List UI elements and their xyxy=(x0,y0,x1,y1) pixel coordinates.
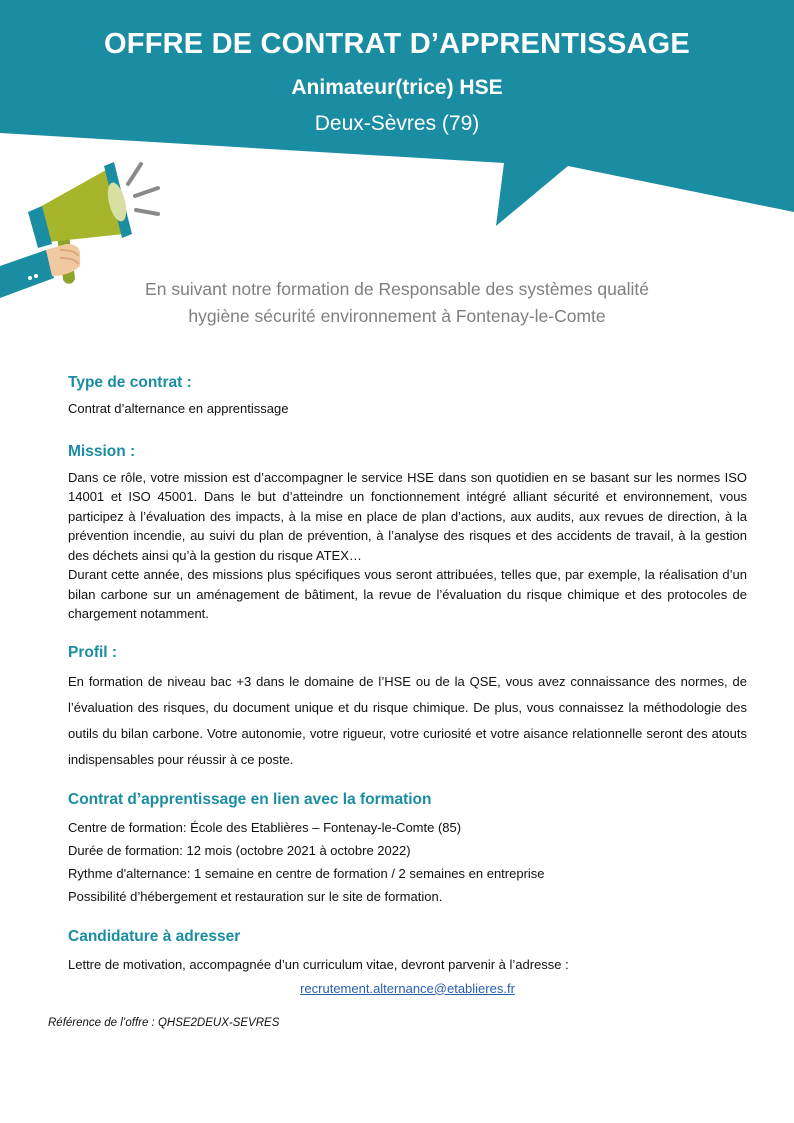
application-heading: Candidature à adresser xyxy=(68,927,241,945)
application-text: Lettre de motivation, accompagnée d’un curriculum vitae, devront parvenir à l’adresse : xyxy=(68,956,569,972)
intro-line-2: hygiène sécurité environnement à Fontenay-le-Comte xyxy=(188,306,606,326)
page-title: OFFRE DE CONTRAT D’APPRENTISSAGE xyxy=(104,28,690,60)
profile-heading: Profil : xyxy=(68,643,118,661)
training-accommodation: Possibilité d’hébergement et restauration sur le site de formation. xyxy=(68,888,443,904)
section-contract-type xyxy=(68,374,747,419)
mission-text-2: Durant cette année, des missions plus spécifiques vous seront attribuées, telles que, par exemple, la réalisation d’un bilan carbone sur un aménagement de bâtiment, la revue de l’évaluation du risque chimique et des protocoles de chargement notamment. xyxy=(68,567,747,621)
section-training xyxy=(68,791,747,908)
offer-reference: Référence de l’offre : QHSE2DEUX-SEVRES xyxy=(48,1017,280,1029)
job-title: Animateur(trice) HSE xyxy=(291,76,503,99)
section-mission xyxy=(68,443,747,624)
mission-text-1: Dans ce rôle, votre mission est d’accompagner le service HSE dans son quotidien en se basant sur les normes ISO 14001 et ISO 45001. Dans le but d’atteindre un fonctionnement intégré alliant sécurité et environnement, vous participez à l’évaluation des impacts, à la mise en place de plan d’actions, aux audits, aux revues de direction, à la prévention incendie, au suivi du plan de prévention, à l’analyse des risques et des accidents de travail, à la gestion des déchets ainsi qu’à la gestion du risque ATEX… xyxy=(68,469,747,563)
job-location: Deux-Sèvres (79) xyxy=(314,112,480,135)
application-email-link[interactable]: recrutement.alternance@etablieres.fr xyxy=(300,980,515,996)
contract-type-text: Contrat d’alternance en apprentissage xyxy=(68,401,289,416)
contract-type-heading: Type de contrat : xyxy=(68,374,192,391)
intro-line-1: En suivant notre formation de Responsable des systèmes qualité xyxy=(145,279,649,299)
offer-content xyxy=(68,374,747,1000)
training-rhythm: Rythme d'alternance: 1 semaine en centre de formation / 2 semaines en entreprise xyxy=(68,865,545,881)
training-heading: Contrat d’apprentissage en lien avec la formation xyxy=(68,790,432,808)
mission-heading: Mission : xyxy=(68,442,136,460)
training-duration: Durée de formation: 12 mois (octobre 2021 à octobre 2022) xyxy=(68,842,411,858)
training-center: Centre de formation: École des Etablières – Fontenay-le-Comte (85) xyxy=(68,819,462,835)
profile-text: En formation de niveau bac +3 dans le domaine de l’HSE ou de la QSE, vous avez connaissance des normes, de l’évaluation des risques, du document unique et du risque chimique. De plus, vous connaissez la méthodologie des outils du bilan carbone. Votre autonomie, votre rigueur, votre curiosité et votre aisance relationnelle seront des atouts indispensables pour réussir à ce poste. xyxy=(68,673,747,767)
intro-text xyxy=(100,276,694,330)
section-application xyxy=(68,928,747,1000)
section-profile xyxy=(68,644,747,773)
